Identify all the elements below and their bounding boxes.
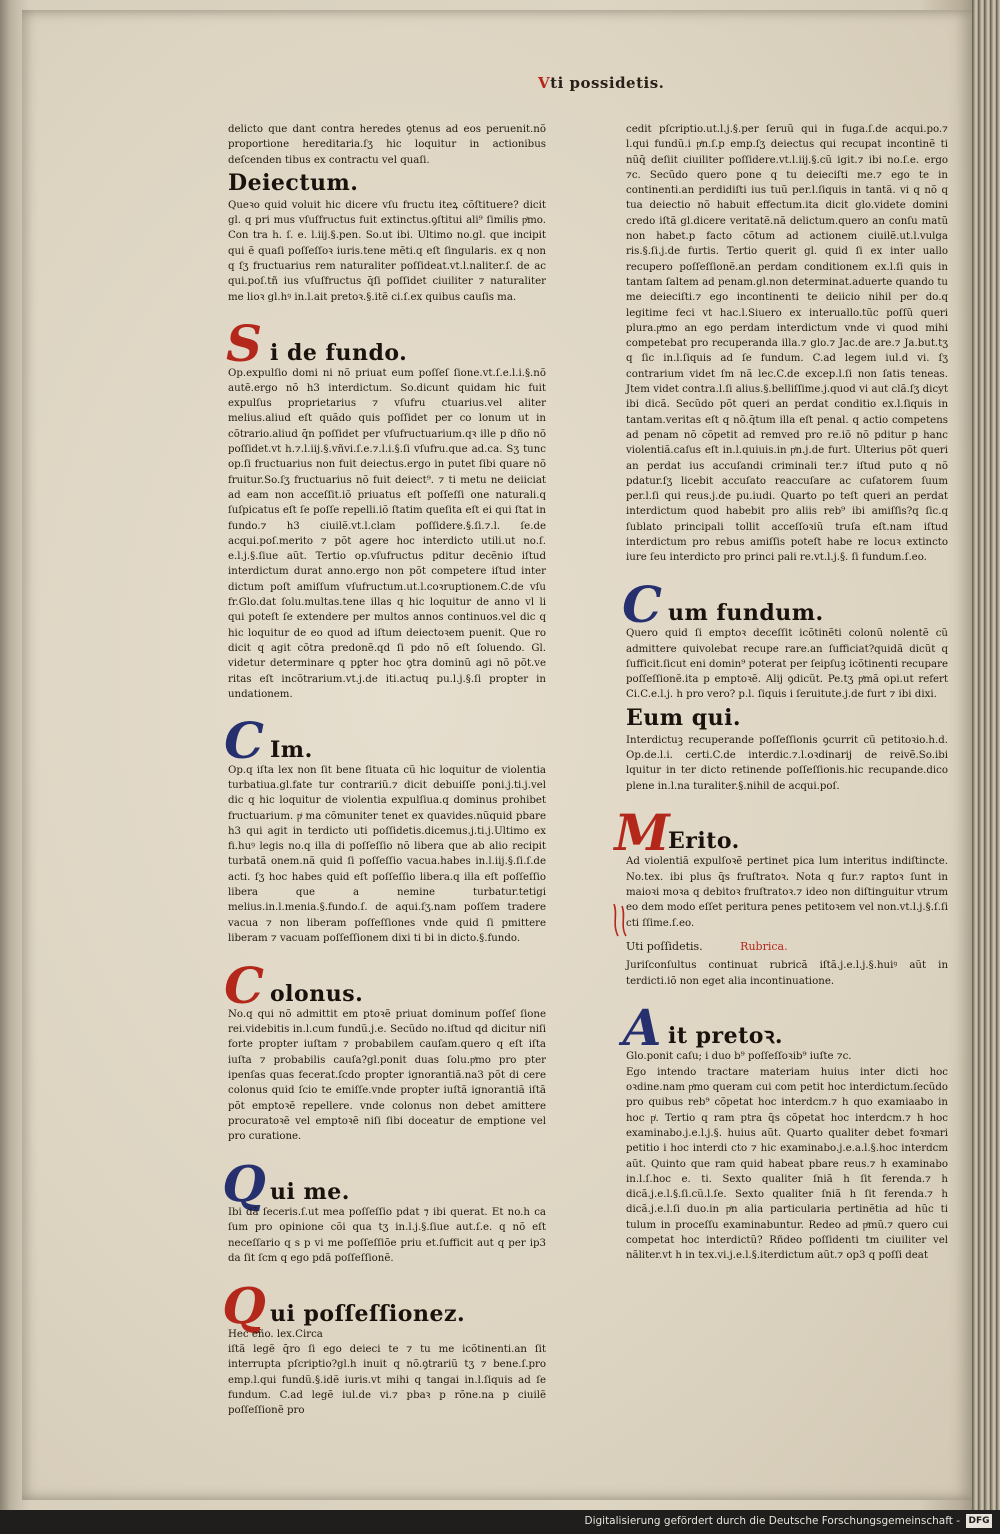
- section-title: Uti poſſidetis.: [626, 939, 703, 953]
- left-paragraph-6: Ibi dã ſeceris.ſ.ut mea poſſeſſio pdat ⁊ ibi querat. Et no.h ca ſum pro opinione cõi qua tʒ in.l.j.§.ſiue aut.ſ.e. q nõ eſt neceſſario q s p vi me poſſeſſiõe priu et.ſufficit aut q per ip3 da ſit ſcm q ego pdã poſſeſſionẽ.: [228, 1207, 546, 1264]
- left-paragraph-2: Queꝛo quid voluit hic dicere vſu fructu iteꝝ cõſtituere? dicit gl. q pri mus vſuſfructus fuit extinctus.ꝯſtitui ali⁹ ſimilis pͥmo. Con tra h. ſ. e. l.iij.§.pen. So.ut ibi. Ultimo no.gl. que incipit qui ẽ quaſi poſſeſſoꝛ iuris.tene mẽti.q eſt ſingularis. ex q non q ſʒ fructuarius rem naturaliter poſſideat.vt.l.naliter.ſ. de ac qui.poſ.tñ ius vſuſfructus q̄ſi poſſidet ciuiliter ⁊ naturaliter me lioꝛ gl.hꝰ in.l.ait pretoꝛ.§.itẽ ci.ſ.ex quibus cauſis ma.: [228, 199, 546, 303]
- left-rubric-qui-me: ui me.: [270, 1179, 350, 1206]
- right-paragraph-5: Juriſconſultus continuat rubricã iſtã.j.e.l.j.§.huiꝰ aũt in terdicti.iõ non eget alia incontinuatione.: [626, 960, 948, 987]
- footer-credit: Digitalisierung gefördert durch die Deutsche Forschungsgemeinschaft -: [584, 1515, 960, 1527]
- running-head-text: ti possidetis.: [550, 74, 665, 92]
- page-edges: [972, 0, 1000, 1510]
- left-rubric-si-de-fundo: i de fundo.: [270, 339, 408, 366]
- left-rubric-colonus: olonus.: [270, 980, 364, 1007]
- right-rubric-cum-fundum: um fundum.: [668, 600, 824, 627]
- right-paragraph-6-head: Glo.ponit caſu; i duo b⁹ poſſeſſoꝛib⁹ iuſte ⁊c.: [626, 1051, 852, 1063]
- left-initial-c2: C: [224, 955, 264, 1015]
- red-pen-flourish: [608, 900, 638, 940]
- section-rubrica-label: Rubrica.: [740, 939, 788, 953]
- right-initial-c: C: [622, 574, 662, 634]
- left-column: [222, 122, 546, 1419]
- right-column: [614, 122, 948, 1264]
- left-paragraph-5: No.q qui nõ admittit em ptoꝛẽ priuat dominum poſſeſ ſione rei.videbitis in.l.cum fundũ.j.e. Secũdo no.iſtud qd dicitur niſi forte propter iuſtam ⁊ probabilem cauſam.quero q eſt iſta iuſta ⁊ probabilis cauſa?gl.ponit duas ſolu.pͥmo pro pter ipenſas quas fecerat.ſcdo propter ignorantiã.na3 põt di cere colonus quid ſcio te emiſſe.vnde propter iuſtã ignorantiã iſtã põt emptoꝛẽ repellere. vnde colonus non debet amittere procuratoꝛẽ vel emptoꝛẽ niſi ſibi doceatur de emptione vel pro curatione.: [228, 1008, 546, 1143]
- left-initial-q1: Q: [222, 1153, 266, 1213]
- right-rubric-merito: Erito.: [668, 828, 740, 855]
- left-initial-c1: C: [224, 711, 264, 771]
- left-rubric-qui-possessionez: ui poſſeſſionez.: [270, 1300, 466, 1327]
- right-paragraph-4: Ad violentiã expulſoꝛẽ pertinet pica lum interitus indiſtincte. No.tex. ibi plus q̄s fruſtratoꝛ. Nota q fur.⁊ raptoꝛ ſunt in maioꝛi moꝛa q debitoꝛ fruſtratoꝛ.⁊ ideo non diſtinguitur vtrum eo dem modo eſſet peritura penes petitoꝛem vel non.vt.l.j.§.ſ.ſi cti ſſime.ſ.eo.: [626, 856, 948, 929]
- right-paragraph-1: cedit pſcriptio.ut.l.j.§.per ſeruũ qui in fuga.ſ.de acqui.po.⁊ l.qui fundũ.i pͥn.ſ.p emp.ſʒ deiectus qui recupat incontinẽ ti nũq̄ deſiit ciuiliter poſſidere.vt.l.iij.§.cũ igit.⁊ ibi no.ſ.e. ergo ⁊c. Secũdo quero pone q tu deieciſti me.⁊ ego te in continenti.an perdidiſti ius tuũ per.l.ſiquis in tantã. vi q nõ q tua deiectio nõ habuit effectum.ita dicit glo.videte domini credo iſtã gl.dicere veritatẽ.nã delictum.quero an conſu matũ non habet.p facto cõtum ad actionem ciuilẽ.ut.l.vulga ris.§.ſi.j.de furtis. Tertio querit gl. quid ſi ex inter uallo recupero poſſeſſionẽ.an perdam conditionem ex.l.ſi quis in tantam ſaltem ad penam.gl.non determinat.aduerte quando tu me deieciſti.⁊ ego incontinenti te deiicio nihil per do.q legitime feci vt hac.l.Siuero ex interuallo.tũc poſſũ queri plura.pͥmo an ego perdam interdictum vnde vi quod mihi competebat pro recuperanda illa.⁊ glo.⁊ Jac.de are.⁊ Ja.but.tʒ q ſic in.l.ſiquis ad ſe fundum. C.ad legem iul.d vi. ſʒ contrarium videt ſm nã lec.C.de excep.l.ſi non ſatis teneas. Jtem videt contra.l.ſi alius.§.belliſſime.j.quod vi aut clã.ſʒ dicyt ibi dicã. Secũdo põt queri an perdat conditio ex.l.ſiquis in tantam.veritas eſt q nõ.q̄tum illa eſt penal. q actio competens ad penam nõ cõpetit ad remved pro re.iõ nõ pditur p hanc violentiã.caſus eſt in.l.quiuis.in pͥn.j.de furt. Ulterius põt queri an perdat ius accuſandi criminali ter.⁊ iſtud puto q nõ pdatur.ſʒ licebit accuſato reaccuſare ac cuſatorem ſuum per.l.ſi qui reus.j.de pu.iudi. Quarto po teſt queri an perdat interdictum quod habebit pro aliis reb⁹ ibi amiſſis?q ſic.q ſublato principali tollit acceſſoꝛiũ truſa eſt.nam iſtud interdictum pro rebus amiſſis poteſt habe re locuꝛ extincto iure ſeu interdicto pro princi pali re.vt.l.j.§. ſi fundum.ſ.eo.: [626, 124, 948, 564]
- left-rubric-cim: Im.: [270, 736, 313, 763]
- left-paragraph-3: Op.expulſio domi ni nõ priuat eum poſſeſ ſione.vt.ſ.e.l.i.§.nõ autẽ.ergo nõ h3 interdictum. So.dicunt quidam hic fuit expulſus proprietarius ⁊ vſufru ctuarius.vel aliter melius.aliud eſt quãdo quis poſſidet per co lonum ut in cõtrario.aliud q̄n poſſidet per vſufructuarium.qꝛ ille p dño nõ poſſidet.vt h.⁊.l.iij.§.vñvi.ſ.e.⁊.l.i.§.ſi vſufru.que ad.ca. Sʒ tunc op.ſi fructuarius non fuit deiectus.ergo in putet ſibi quare nõ fruitur.So.ſʒ fructuarius nõ fuit deiect⁹. ⁊ ti metu ne deiiciat ad eam non acceſſit.iõ priuatus eſt poſſeſſi one naturali.q ſuſpicatus eſt ſe poſſe repelli.iõ ſtatim queſita eſt ei qui ſtat in fundo.⁊ h3 ciuilẽ.vt.l.clam poſſidere.§.ſi.⁊.l. ſe.de acqui.poſ.merito ⁊ põt agere hoc interdicto utili.ut no.ſ. e.l.j.§.ſiue aũt. Tertio op.vſufructus pditur decẽnio iſtud interdictum durat anno.ergo non põt competere iſtud inter dictum poſt amiſſum vſufructum.ut.l.coꝛruptionem.C.de vſu fr.Glo.dat ſolu.multas.tene illas q hic loquitur de anno vl li qui poteſt ſe extendere per multos annos continuos.vel dic q hic loquitur de eo quod ad iſtum deiectoꝛem puenit. Que ro dicit q agit cõtra predonẽ.qd ſi pdo nõ eſt ſoluendo. Gl. videtur determinare q pꝑter hoc ꝯtra dominũ agi nõ põt.ve ritas eſt incõtrarium.vt.j.de iti.actuq pu.l.j.§.ſi propter in undationem.: [228, 367, 546, 700]
- right-rubric-eum-qui: Eum qui.: [626, 704, 742, 731]
- right-paragraph-3: Interdictuꝫ recuperande poſſeſſionis ꝯcurrit cũ petitoꝛio.h.d. Op.de.l.i. certi.C.de interdic.⁊.l.oꝛdinarij de reivẽ.So.ibi lquitur in ter dicto retinende poſſeſſionis.hic recupande.dico plene in.l.na turaliter.§.nihil de acqui.poſ.: [626, 734, 948, 792]
- right-paragraph-2: Quero quid ſi emptoꝛ deceſſit icõtinẽti colonũ nolentẽ cũ admittere quivolebat recupe rare.an ſufficiat?quidã dicũt q ſufficit.ſicut eni domin⁹ poterat per ſeipſuꝫ icõtinenti recupare poſſeſſionẽ.ita p emptoꝛẽ. Alij ꝯdicũt. Pe.tʒ pͥmã opi.ut refert Ci.C.e.l.j. h pro vero? p.l. ſiquis i ſeruitute.j.de furt ⁊ ibi dixi.: [626, 628, 948, 701]
- right-initial-m: M: [614, 803, 670, 863]
- left-paragraph-7-head: Hec eño. lex.Circa: [228, 1328, 323, 1340]
- left-initial-s: S: [225, 314, 263, 374]
- left-paragraph-7: iſtã legẽ q̄ro ſi ego deieci te ⁊ tu me icõtinenti.an ſit interrupta pſcriptio?gl.h inuit q nõ.ꝯtrariũ tʒ ⁊ bene.ſ.pro emp.l.qui fundũ.§.idẽ iuris.vt mihi q tangai in.l.ſiquis ad ſe fundum. C.ad legẽ iul.de vi.⁊ pbaꝛ p rõne.na p ciuilẽ poſſeſſionẽ pro: [228, 1344, 546, 1417]
- right-initial-a: A: [622, 998, 662, 1058]
- left-paragraph-4: Op.q iſta lex non ſit bene ſituata cũ hic loquitur de violentia turbatiua.gl.fate tur contrariũ.⁊ dicit debuiſſe poni.j.ti.j.vel dic q hic loquitur de violentia expulſiua.q dominus prohibet fructuarium. pͥ ma cõmuniter tenet ex quavides.nũquid pbare h3 qui agit in terdicto uti poſſidetis.dicemus.j.ti.j.Ultimo ex fi.huꝰ legis no.q illa di poſſeſſio nõ libera que ab alio recipit turbatã onem.nã quid ſi poſſeſſio vacua.habes in.l.iij.§.ſi.ſ.de acti. ſʒ hoc habes quid eſt poſſeſſio libera.q illa eſt poſſeſſio libera que a nemine turbatur.tetigi melius.in.l.menia.§.fundo.ſ. de aqui.ſʒ.nam poſſem tradere vacua ⁊ non liberam poſſeſſiones vnde quid ſi pmittere liberam ⁊ vacuam poſſeſſionem dixi ti bi in dicto.§.fundo.: [228, 764, 546, 944]
- left-initial-q2: Q: [222, 1275, 266, 1335]
- left-rubric-deiectum: Deiectum.: [228, 169, 359, 196]
- running-head: [538, 74, 664, 92]
- section-heading: [626, 939, 948, 954]
- dfg-logo: DFG: [966, 1514, 992, 1528]
- right-rubric-ait-pretor: it pretoꝛ.: [668, 1023, 784, 1050]
- right-paragraph-6: Ego intendo tractare materiam huius inter dicti hoc oꝛdine.nam pͥmo queram cui com petit hoc interdictum.ſecũdo pro quibus reb⁹ cõpetat hoc interdcm.⁊ h quo examiaabo in hoc pͥ. Tertio q ram ptra q̄s cõpetat hoc interdcm.⁊ h hoc examinabo.j.e.l.j.§. huius aũt. Quarto qualiter debet foꝛmari petitio i hoc interdi cto ⁊ hic examinabo.j.e.a.l.§.hoc interdcm aũt. Quinto que ram quid habeat pbare reus.⁊ h examinabo in.l.ſ.hoc e. ti. Sexto qualiter ſniã h ſit ferenda.⁊ h dicã.j.e.l.§.ſi.cũ.l.ſe. Sexto qualiter ſniã h ſit ferenda.⁊ h dicã.j.e.l.ſi duo.in pͥn alia particularia pertinẽtia ad hũc ti tulum in proceſſu examinabuntur. Redeo ad pͥmũ.⁊ quero cui competat hoc interdictũ? Rñdeo poſſidenti tm ciuiliter vel nãliter.vt h in tex.vi.j.e.l.§.iterdictum aũt.⁊ op3 q poſſi deat: [626, 1066, 948, 1262]
- running-head-mark: V: [538, 74, 551, 92]
- left-paragraph-1: delicto que dant contra heredes ꝯtenus ad eos peruenit.nõ proportione hereditaria.ſʒ hic loquitur in actionibus deſcenden tibus ex contractu vel quaſi.: [228, 124, 546, 166]
